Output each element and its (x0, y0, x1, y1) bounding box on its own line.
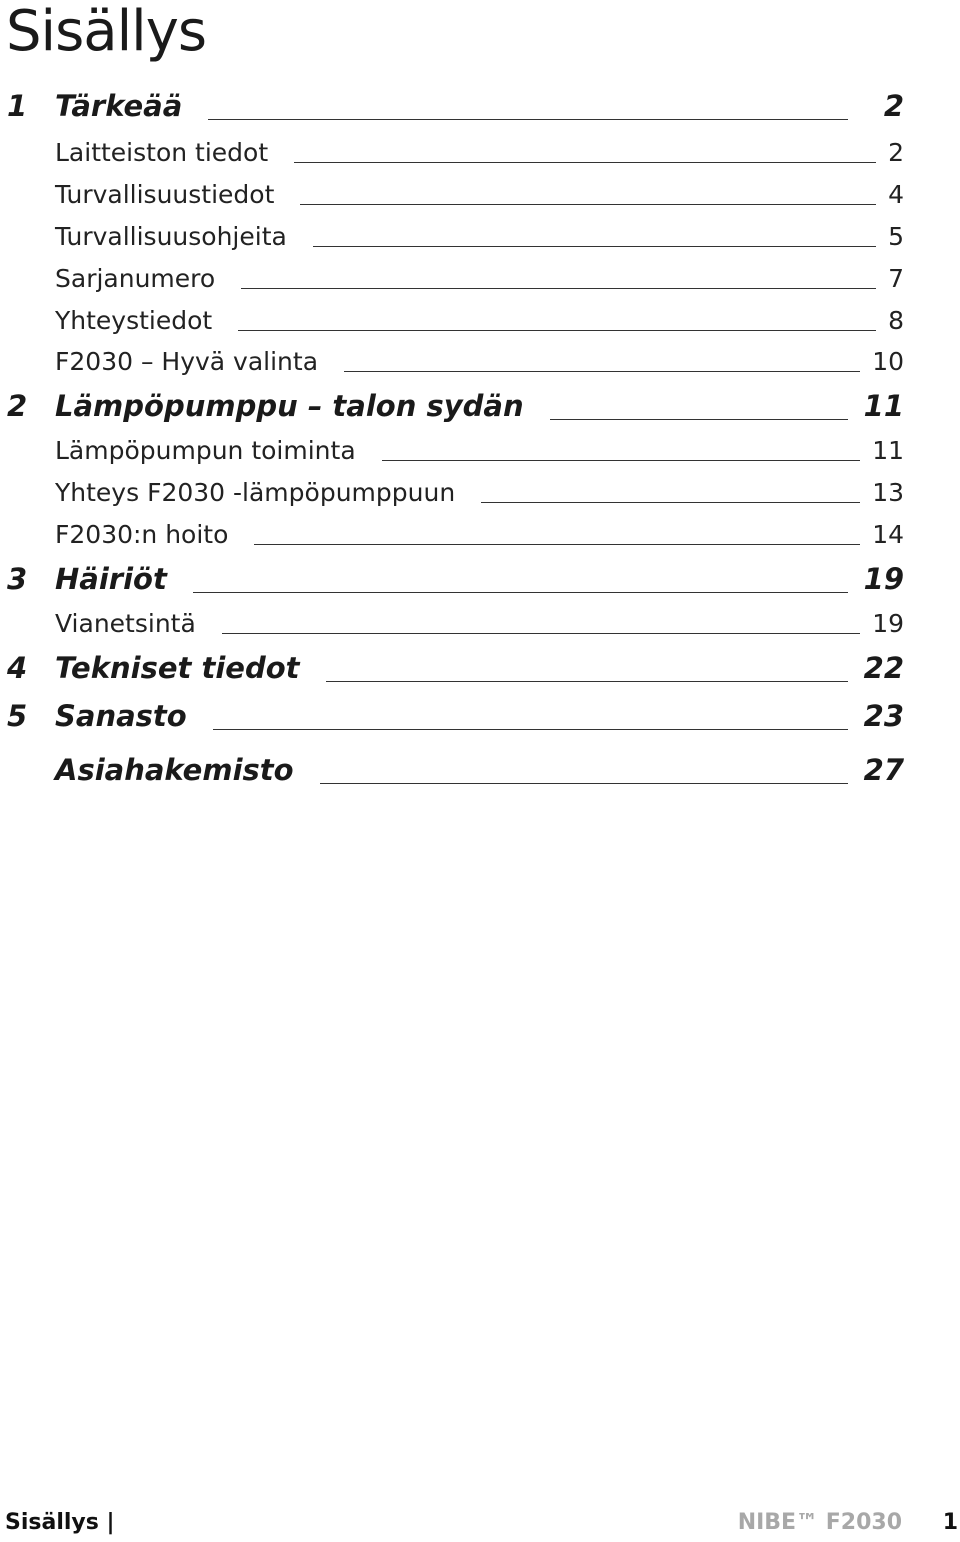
toc-entry-title: Asiahakemisto (55, 753, 294, 787)
toc-section-row[interactable] (0, 221, 960, 257)
toc-section-row[interactable] (0, 179, 960, 215)
toc-chapter-number: 2 (7, 389, 28, 423)
toc-chapter-number: 3 (7, 562, 28, 596)
toc-leader-line (222, 633, 860, 634)
toc-page-number: 11 (872, 436, 904, 465)
toc-leader-line (254, 544, 860, 545)
toc-page-number: 11 (863, 389, 904, 423)
toc-page-number: 19 (863, 562, 904, 596)
toc-chapter-number: 1 (7, 89, 28, 123)
toc-leader-line (382, 460, 860, 461)
toc-leader-line (193, 592, 848, 593)
toc-entry-title: Laitteiston tiedot (55, 138, 269, 167)
toc-entry-title: Yhteystiedot (55, 306, 213, 335)
toc-entry-title: Lämpöpumppu – talon sydän (55, 389, 524, 423)
footer-section-label: Sisällys | (5, 1510, 115, 1535)
toc-entry-title: F2030 – Hyvä valinta (55, 347, 319, 376)
toc-chapter-number: 4 (7, 651, 28, 685)
toc-leader-line (241, 288, 876, 289)
page-title: Sisällys (6, 0, 207, 64)
page-footer (0, 1506, 960, 1542)
toc-section-row[interactable] (0, 137, 960, 173)
toc-chapter-number: 5 (7, 699, 28, 733)
toc-leader-line (320, 783, 848, 784)
toc-page-number: 13 (872, 478, 904, 507)
toc-section-row[interactable] (0, 263, 960, 299)
toc-leader-line (481, 502, 860, 503)
toc-section-row[interactable] (0, 608, 960, 644)
toc-page-number: 7 (888, 264, 904, 293)
toc-chapter-row[interactable] (0, 561, 960, 601)
footer-page-number: 1 (942, 1510, 958, 1535)
toc-page-number: 27 (863, 753, 904, 787)
toc-chapter-row[interactable] (0, 752, 960, 792)
toc-entry-title: Lämpöpumpun toiminta (55, 436, 356, 465)
toc-entry-title: Tekniset tiedot (55, 651, 300, 685)
toc-section-row[interactable] (0, 477, 960, 513)
toc-page-number: 5 (888, 222, 904, 251)
toc-page-number: 2 (888, 138, 904, 167)
toc-chapter-row[interactable] (0, 698, 960, 738)
toc-section-row[interactable] (0, 519, 960, 555)
toc-leader-line (238, 330, 876, 331)
toc-entry-title: Tärkeää (55, 89, 183, 123)
footer-product-name: NIBE™ F2030 (737, 1510, 902, 1535)
toc-entry-title: Turvallisuustiedot (55, 180, 275, 209)
toc-entry-title: Sarjanumero (55, 264, 216, 293)
toc-leader-line (208, 119, 848, 120)
toc-chapter-row[interactable] (0, 650, 960, 690)
toc-chapter-row[interactable] (0, 388, 960, 428)
toc-leader-line (344, 371, 860, 372)
toc-section-row[interactable] (0, 305, 960, 341)
toc-leader-line (550, 419, 848, 420)
toc-page-number: 2 (883, 89, 904, 123)
toc-leader-line (313, 246, 876, 247)
toc-leader-line (213, 729, 848, 730)
toc-section-row[interactable] (0, 346, 960, 382)
toc-page-number: 22 (863, 651, 904, 685)
toc-page-number: 10 (872, 347, 904, 376)
toc-entry-title: Turvallisuusohjeita (55, 222, 287, 251)
toc-entry-title: Sanasto (55, 699, 187, 733)
toc-page-number: 14 (872, 520, 904, 549)
toc-page-number: 8 (888, 306, 904, 335)
toc-chapter-row[interactable] (0, 88, 960, 128)
toc-leader-line (326, 681, 848, 682)
toc-leader-line (294, 162, 876, 163)
toc-page-number: 19 (872, 609, 904, 638)
toc-entry-title: Vianetsintä (55, 609, 196, 638)
toc-leader-line (300, 204, 876, 205)
toc-entry-title: F2030:n hoito (55, 520, 229, 549)
toc-page-number: 4 (888, 180, 904, 209)
toc-page-number: 23 (863, 699, 904, 733)
toc-entry-title: Häiriöt (55, 562, 167, 596)
toc-entry-title: Yhteys F2030 -lämpöpumppuun (55, 478, 456, 507)
toc-section-row[interactable] (0, 435, 960, 471)
